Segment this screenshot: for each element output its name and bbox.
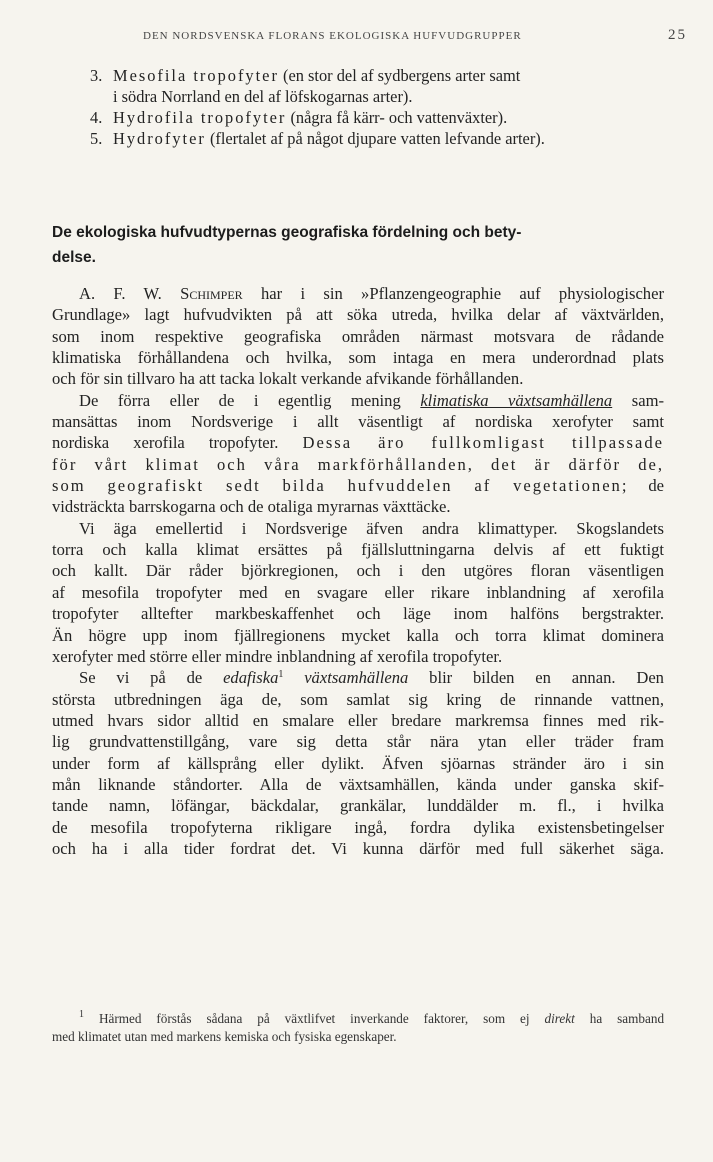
section-heading xyxy=(52,220,662,270)
text-line: Vi äga emellertid i Nordsverige äfven andra klimattyper. Skogslandets xyxy=(79,518,664,538)
text-span: de xyxy=(648,476,664,496)
footnote-line: med klimatet utan med markens kemiska och fysiska egenskaper. xyxy=(52,1029,397,1044)
text-span: Härmed förstås sådana på växtlifvet inverkande faktorer, som ej xyxy=(98,1011,530,1026)
text-line: under form af källsprång eller dylikt. Äfven sjöarnas stränder äro i sin xyxy=(52,753,664,773)
text-line: och ha i alla tider fordrat det. Vi kunna därför med full säkerhet säga. xyxy=(52,838,664,858)
page-number: 25 xyxy=(668,27,687,43)
footnote xyxy=(52,1010,664,1046)
text-line xyxy=(52,283,664,304)
list-item-continuation xyxy=(90,86,675,107)
spaced-text: Dessa äro fullkomligast tillpassade xyxy=(302,433,665,453)
text-span: ha samband xyxy=(589,1011,665,1026)
text-line: tropofyter alltefter markbeskaffenhet och läge inom halföns bergstrakter. xyxy=(52,604,664,624)
text-line: lig grundvattenstillgång, vare sig detta står nära ytan eller träder fram xyxy=(52,732,664,752)
emphasis: edafiska xyxy=(223,668,279,688)
emphasis: direkt xyxy=(544,1011,575,1026)
list-item-text: (några få kärr- och vattenväxter). xyxy=(290,108,508,127)
text-line: af mesofila tropofyter med en svagare eller rikare inblandning af xerofila xyxy=(52,582,664,602)
text-line: och kallt. Där råder björkregionen, och i den utgöres floran väsentligen xyxy=(52,561,664,581)
text-line: mån liknande ståndorter. Alla de växtsamhällen, kända under ganska skif- xyxy=(52,774,664,794)
running-title: DEN NORDSVENSKA FLORANS EKOLOGISKA HUFVUDGRUPPER xyxy=(143,30,522,42)
list-item xyxy=(90,107,675,128)
text-line: de mesofila tropofyterna rikligare ingå, fordra dylika existensbetingelser xyxy=(52,817,664,837)
category-list xyxy=(90,65,675,149)
text-line: Än högre upp inom fjällregionens mycket kalla och torra klimat dominera xyxy=(52,625,664,645)
text-span: sam- xyxy=(631,390,665,410)
text-line: torra och kalla klimat ersättes på fjällsluttningarna delvis af ett fuktigt xyxy=(52,540,664,560)
emphasis: växtsamhällena xyxy=(304,668,409,688)
text-line xyxy=(52,667,664,688)
text-span: Se vi på de xyxy=(79,668,203,688)
footnote-line xyxy=(52,1010,664,1028)
body-text xyxy=(52,283,664,859)
list-item-term: Mesofila tropofyter xyxy=(113,66,279,85)
text-line xyxy=(52,475,664,496)
text-line: största utbredningen äga de, som samlat sig kring de rinnande vattnen, xyxy=(52,689,664,709)
text-line: Grundlage» lagt hufvudvikten på att söka utreda, hvilka delar af växtvärlden, xyxy=(52,305,664,325)
text-line: mansättas inom Nordsverige i allt väsentligt af nordiska xerofyter samt xyxy=(52,412,664,432)
text-span: A. F. W. xyxy=(79,284,162,303)
list-item-number: 3. xyxy=(90,66,103,85)
list-item-number: 4. xyxy=(90,108,103,127)
text-span: nordiska xerofila tropofyter. xyxy=(52,433,279,453)
list-item-number: 5. xyxy=(90,129,103,148)
footnote-number: 1 xyxy=(79,1009,84,1020)
text-line: för vårt klimat och våra markförhållanden, det är därför de, xyxy=(52,454,664,474)
list-item-text: (en stor del af sydbergens arter samt xyxy=(283,66,521,85)
footnote-mark: 1 xyxy=(278,669,284,681)
list-item xyxy=(90,65,675,86)
spaced-text: som geografiskt sedt bilda hufvuddelen af vegetationen; xyxy=(52,476,629,496)
text-line xyxy=(52,390,664,411)
text-line: som inom respektive geografiska områden närmast motsvara de rådande xyxy=(52,326,664,346)
running-header xyxy=(0,27,713,50)
text-span: blir bilden en annan. Den xyxy=(429,668,664,688)
text-line: xerofyter med större eller mindre inblandning af xerofila tropofyter. xyxy=(52,646,503,666)
text-line xyxy=(52,432,664,453)
text-span: De förra eller de i egentlig mening xyxy=(79,390,401,410)
heading-line: delse. xyxy=(52,249,96,266)
list-item-term: Hydrofyter xyxy=(113,129,206,148)
text-line: tande namn, löfängar, bäckdalar, grankälar, lunddälder m. fl., i hvilka xyxy=(52,796,664,816)
list-item-text-cont: i södra Norrland en del af löfskogarnas arter). xyxy=(113,87,413,106)
text-span: har i sin »Pflanzengeographie auf physiologischer xyxy=(260,284,664,303)
text-line: utmed hvars sidor alltid en smalare eller bredare markremsa finnes med rik- xyxy=(52,710,664,730)
list-item xyxy=(90,128,675,149)
author-name: Schimper xyxy=(180,284,243,303)
list-item-text: (flertalet af på något djupare vatten lefvande arter). xyxy=(209,129,545,148)
emphasis: klimatiska växtsamhällena xyxy=(420,390,613,410)
text-line: klimatiska förhållandena och hvilka, som intaga en mera underordnad plats xyxy=(52,348,664,368)
text-line: och för sin tillvaro ha att tacka lokalt verkande afvikande förhållanden. xyxy=(52,369,524,389)
list-item-term: Hydrofila tropofyter xyxy=(113,108,287,127)
heading-line: De ekologiska hufvudtypernas geografiska fördelning och bety- xyxy=(52,224,522,241)
text-line: vidsträckta barrskogarna och de otaliga myrarnas växttäcke. xyxy=(52,497,451,517)
